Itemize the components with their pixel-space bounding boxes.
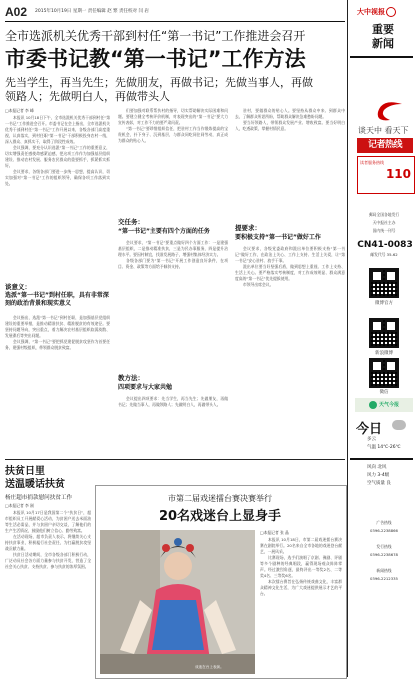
section-head: 谈意义： [5,283,31,291]
article-column [118,396,228,456]
paragraph: 比赛现场，选手们演唱了京剧、豫剧、评剧等多个剧种的经典唱段，赢得现场观众阵阵掌声。经过激烈角逐，最终评出一等奖2名、二等奖4名、三等奖6名。 [260,555,342,578]
section-divider [5,459,345,460]
page-header [5,5,345,22]
service-banner-label: 读者服务热线 [360,160,384,165]
performance-photo [100,530,255,674]
seal-icon [386,7,396,17]
qr-label: 新浪微博 [375,351,393,356]
service-banner-number: 110 [385,167,411,181]
page-meta: 2015年10月19日 星期一 责任编辑 赵 繁 责任校对 闫 岩 [35,9,149,14]
section-head: 教方法： [118,374,144,382]
contact-label: 广告热线 [376,520,392,525]
paragraph: 会议指出，选派“第一书记”到村任职，是加强基层党组织建设的重要举措，是推动精准扶贫、精准脱贫的有效途径。要坚持问题导向，突出重点，着力解决农村基层组织软弱涣散、发展滞后等突出问题。 [5,315,110,338]
sidebar-divider [350,458,413,460]
contact-number: 0396-2212335 [370,576,398,581]
contact-label: 发行热线 [376,544,392,549]
paragraph: 本报讯 10月17日是我国第二个“扶贫日”，超市组织员工开展献爱心活动，为贫困户送去米面油等生活必需品，并与贫困户亲切交谈，了解他们的生产生活情况，鼓励他们树立信心、勤劳致富。 [5,510,91,533]
qr-label: 微信 [379,390,389,395]
byline: □本报记者 张 晶 [260,530,289,535]
paragraph: 各级各部门要为“第一书记”开展工作创造良好条件，在项目、资金、政策等方面给予倾斜支持。 [118,258,228,269]
byline: □本报记者 李 峰 [5,108,34,113]
weather-line: 风力 3-4级 [367,473,390,478]
subhead-line: 领路人；先做明白人，再做带头人 [5,90,170,103]
section-head-text: 四项要求与大家共勉 [118,384,173,391]
paragraph: 会议要求，各级各部门要进一步统一思想，提高认识，切实加强对“第一书记”工作的组织领导，确保各项工作落到实处。 [5,169,110,186]
qr-code-weibo[interactable] [369,268,399,298]
paragraph: 会议提出四项要求：先当学生，再当先生；先做朋友，再做书记；先做当事人，再做领路人；先做明白人，再做带头人。 [118,396,228,407]
article-column [235,246,345,456]
article-column [5,315,110,455]
leaf-icon [369,401,377,409]
column-divider [347,0,348,677]
section-head-text: 选派“第一书记”到村任职，具有非常深刻的政治背景和现实意义 [5,292,109,307]
contact-number: 0396-2238678 [370,552,398,557]
article-column [118,108,228,213]
weather-line: 空气质量 良 [367,481,391,486]
service-banner [357,156,415,194]
section-name-line: 新闻 [372,37,394,50]
qr-code-sina[interactable] [369,318,399,348]
article-column [5,503,91,675]
weather-line: 风向 北风 [367,465,387,470]
qr-code-wechat[interactable] [369,358,399,388]
paragraph: 们要加强对联系帮扶村的指导，切实帮助解决实际困难和问题。要建立健全考核评价机制，对表现突出的“第一书记”要大力宣传表彰，对工作不力的要严肃问责。 [118,108,228,125]
weather-line: 多云 [367,437,376,442]
story2-subhead: 杨庄超市捐款慰问扶贫工作 [5,495,73,501]
story-subhead [5,76,345,104]
sidebar-tagline: 谈天中 看天下 [358,126,409,135]
feature-kicker: 市第二届戏迷擂台赛决赛举行 [168,494,272,503]
contact-label: 新闻热线 [376,568,392,573]
weather-line: 气温 14℃-26℃ [367,445,401,450]
paragraph: 驻村，要做群众的贴心人。要坚持从群众中来、到群众中去，了解群众所思所盼，帮助群众解决急难愁盼问题。 [235,108,345,119]
newspaper-brand: 大中视报 [357,7,396,17]
paragraph: 本报讯 10月18日，市第二届戏迷擂台赛决赛在剧院举行。20名来自全市各地的戏迷登台献艺，一展风采。 [260,537,342,554]
subhead-line: 先当学生，再当先生；先做朋友，再做书记；先做当事人，再做 [5,76,313,89]
paragraph: 会议要求，各级党委政府和派出单位要积极支持“第一书记”做好工作，在政治上关心、工作上支持、生活上关爱，让“第一书记”安心驻村、放手干事。 [235,246,345,263]
publisher-info: 天中报社主办 [372,220,396,225]
paragraph: 会议强调，要充分认识选派“第一书记”工作的重要意义，切实增强责任感使命感紧迫感，把这项工作作为加强基层组织建设、推动农村发展、服务农民群众的重要抓手，抓紧抓实抓好。 [5,145,110,168]
section-head: 提要求： [235,224,261,232]
paragraph: 派出单位要当好坚强后盾，做到思想上重视、工作上支持、生活上关心。要严格落实考核制度，对工作成效明显、群众满意度高的“第一书记”优先提拔使用。 [235,264,345,281]
page-number: A02 [5,5,28,19]
paragraph: 会议强调，“第一书记”要把抓党建促脱贫攻坚作为首要任务，建强村级组织，带领群众脱贫致富。 [5,339,110,350]
contact-number: 0396-2238866 [370,528,398,533]
article-column [260,530,342,674]
section-name [357,23,409,51]
paragraph: 在活动现场，超市负责人表示，将继续关心支持扶贫事业，积极履行社会责任，为打赢脱贫攻坚战贡献力量。 [5,534,91,551]
postal-code: 邮发代号 35-62 [370,252,398,257]
main-headline: 市委书记教“第一书记”工作方法 [5,47,306,71]
paragraph: 会议要求，“第一书记”要重点做好四个方面工作：一是建强基层组织，二是推动精准扶贫，三是为民办事服务，四是提升治理水平。要因村制宜，找准发展路子，增强村集体经济实力。 [118,240,228,257]
section-head-text: “第一书记”主要有四个方面的任务 [118,228,210,235]
weather-day: 今日 [356,422,383,437]
publisher-info: 郵局全国各地发行 [368,212,400,217]
paragraph: 本报讯 10月18日下午，全市选派机关优秀干部到村任“第一书记”工作推进会召开。市委书记在会上指出，全市选派机关优秀干部到村任“第一书记”工作开展以来，各级各部门高度重视，认真落实，到村任职“第一书记”干部积极投身农村一线，深入群众、真抓实干，取得了阶段性成效。 [5,115,110,144]
byline: □本报记者 李 刚 [5,503,34,508]
sidebar-divider [350,56,413,58]
publisher-info: 国内统一刊号 [372,228,396,233]
cn-number: CN41-0083 [357,240,413,250]
headline-line: 送温暖话扶贫 [5,479,65,490]
headline-line: 扶贫日里 [5,466,45,477]
feature-title: 20名戏迷台上显身手 [158,509,282,524]
qr-label: 微博官方 [375,301,393,306]
paragraph: 本次擂台赛旨在弘扬传统戏曲文化，丰富群众精神文化生活，为广大戏迷提供展示才艺的平台。 [260,579,342,596]
photo-caption: 戏迷在台上表演。 [195,665,224,669]
article-column [5,108,110,278]
section-head-text: 要积极支持“第一书记”做好工作 [235,234,321,241]
logo-swirl-icon [372,98,406,124]
section-head: 交任务： [118,218,144,226]
story-kicker: 全市选派机关优秀干部到村任“第一书记”工作推进会召开 [5,29,306,43]
paragraph: 要当好领路人，带领群众发展产业、增收致富。要当好明白人，吃透政策，掌握村情民意。 [235,120,345,131]
cloud-icon [392,420,406,430]
section-name-line: 重要 [372,23,394,36]
paragraph: 扶贫日活动期间，全市各级各部门积极行动，广泛动员社会各方面力量参与扶贫开发，营造了全社会关心扶贫、支持扶贫、参与扶贫的浓厚氛围。 [5,552,91,569]
hotline-banner: 记者热线 [357,138,413,153]
paragraph: 市领导出席会议。 [243,282,274,287]
opera-performer-figure [100,530,255,674]
article-column [118,240,228,370]
article-column [235,108,345,218]
story2-headline [5,465,93,491]
paragraph: “第一书记”要珍惜组织信任，把驻村工作当作锻炼提高的宝贵机会，扑下身子、沉到基层，与群众同吃同住同劳动，真正成为群众的贴心人。 [118,126,228,143]
weather-promo: 天气今报 [355,398,413,412]
